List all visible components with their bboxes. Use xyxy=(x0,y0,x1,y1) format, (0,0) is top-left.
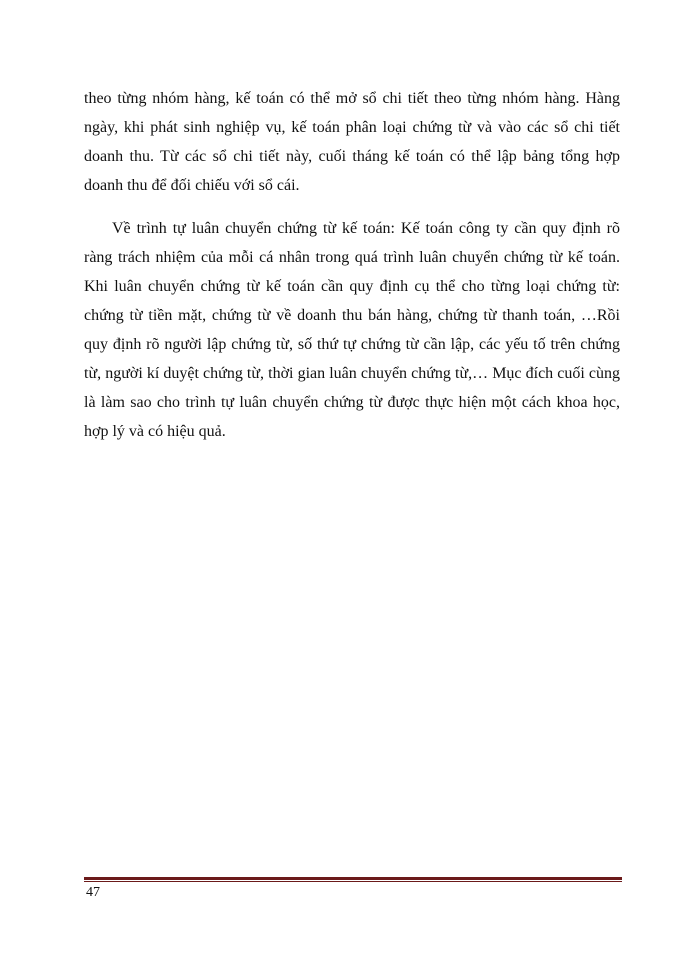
paragraph-document-flow: Về trình tự luân chuyển chứng từ kế toán: Kế toán công ty cần quy định rõ ràng trách nhiệm của mỗi cá nhân trong quá trình luân chuyển chứng từ kế toán. Khi luân chuyển chứng từ kế toán cần quy định cụ thể cho từng loại chứng từ: chứng từ tiền mặt, chứng từ về doanh thu bán hàng, chứng từ thanh toán, …Rồi quy định rõ người lập chứng từ, số thứ tự chứng từ cần lập, các yếu tố trên chứng từ, người kí duyệt chứng từ, thời gian luân chuyển chứng từ,… Mục đích cuối cùng là làm sao cho trình tự luân chuyển chứng từ được thực hiện một cách khoa học, hợp lý và có hiệu quả. xyxy=(84,220,620,440)
page-number: 47 xyxy=(86,885,100,900)
paragraph-continuation: theo từng nhóm hàng, kế toán có thể mở sổ chi tiết theo từng nhóm hàng. Hàng ngày, khi phát sinh nghiệp vụ, kế toán phân loại chứng từ và vào các sổ chi tiết doanh thu. Từ các sổ chi tiết này, cuối tháng kế toán có thể lập bảng tổng hợp doanh thu để đối chiếu với sổ cái. xyxy=(84,90,620,194)
footer-divider xyxy=(84,877,622,882)
body-text xyxy=(84,84,620,446)
